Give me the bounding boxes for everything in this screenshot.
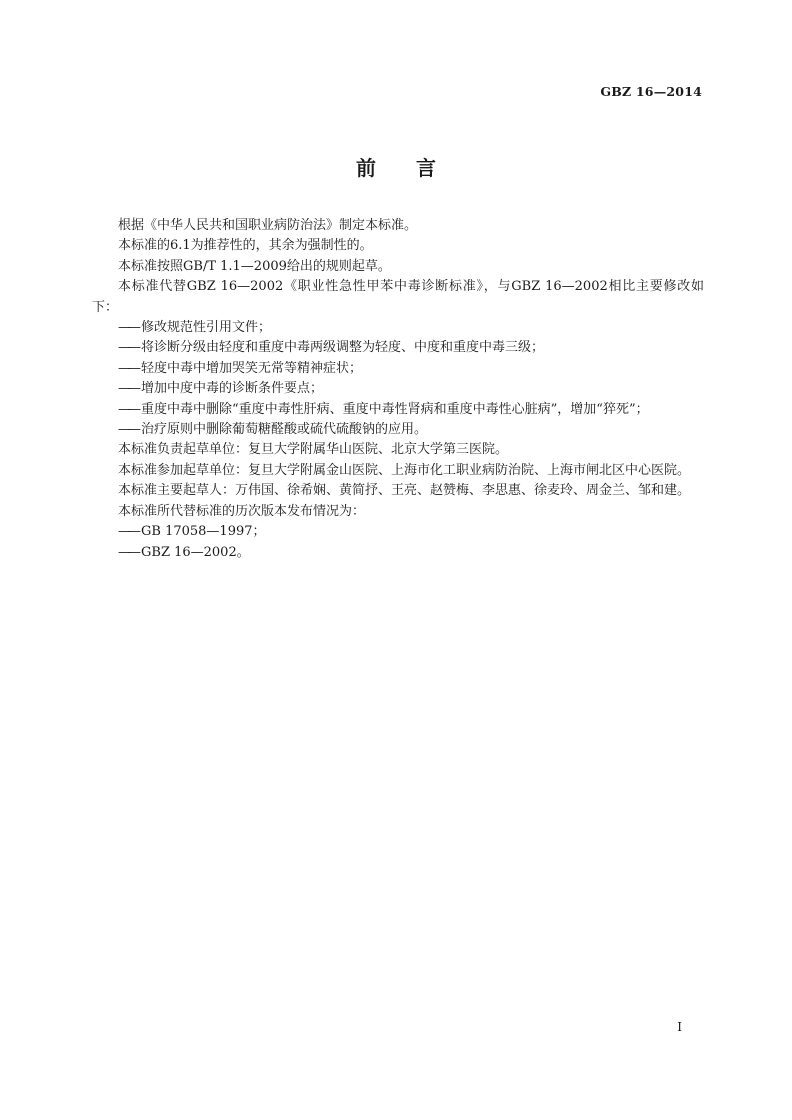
- change-item: —— 将诊断分级由轻度和重度中毒两级调整为轻度、中度和重度中毒三级；: [92, 338, 704, 358]
- page-number: I: [677, 1020, 682, 1034]
- change-item: —— 重度中毒中删除“重度中毒性肝病、重度中毒性肾病和重度中毒性心脏病”，增加“猝死”；: [92, 400, 704, 420]
- change-item: —— 修改规范性引用文件；: [92, 318, 704, 338]
- page-title: 前言: [356, 156, 476, 180]
- change-item: —— 轻度中毒中增加哭笑无常等精神症状；: [92, 359, 704, 379]
- standard-number: GBZ 16—2014: [600, 84, 702, 99]
- history-item: —— GB 17058—1997；: [92, 522, 704, 542]
- paragraph-basis: 根据《中华人民共和国职业病防治法》制定本标准。: [118, 218, 418, 233]
- paragraph-drafting-rules: 本标准按照GB/T 1.1—2009给出的规则起草。: [118, 258, 391, 274]
- paragraph-recommended: 本标准的6.1为推荐性的，其余为强制性的。: [118, 238, 373, 254]
- paragraph-drafters: 本标准主要起草人：万伟国、徐希娴、黄简抒、王亮、赵赞梅、李思惠、徐麦玲、周金兰、邹和建。: [118, 483, 691, 499]
- history-item: —— GBZ 16—2002。: [92, 543, 704, 563]
- change-item: —— 增加中度中毒的诊断条件要点；: [92, 379, 704, 399]
- paragraph-responsible-units: 本标准负责起草单位：复旦大学附属华山医院、北京大学第三医院。: [118, 442, 509, 458]
- paragraph-replacement: 本标准代替GBZ 16—2002《职业性急性甲苯中毒诊断标准》，与GBZ 16—2002相比主要修改如下：: [92, 279, 704, 315]
- paragraph-version-history: 本标准所代替标准的历次版本发布情况为：: [118, 503, 366, 519]
- paragraph-participating-units: 本标准参加起草单位：复旦大学附属金山医院、上海市化工职业病防治院、上海市闸北区中心医院。: [118, 462, 691, 478]
- change-item: —— 治疗原则中删除葡萄糖醛酸或硫代硫酸钠的应用。: [92, 420, 704, 440]
- foreword-body: [92, 216, 704, 563]
